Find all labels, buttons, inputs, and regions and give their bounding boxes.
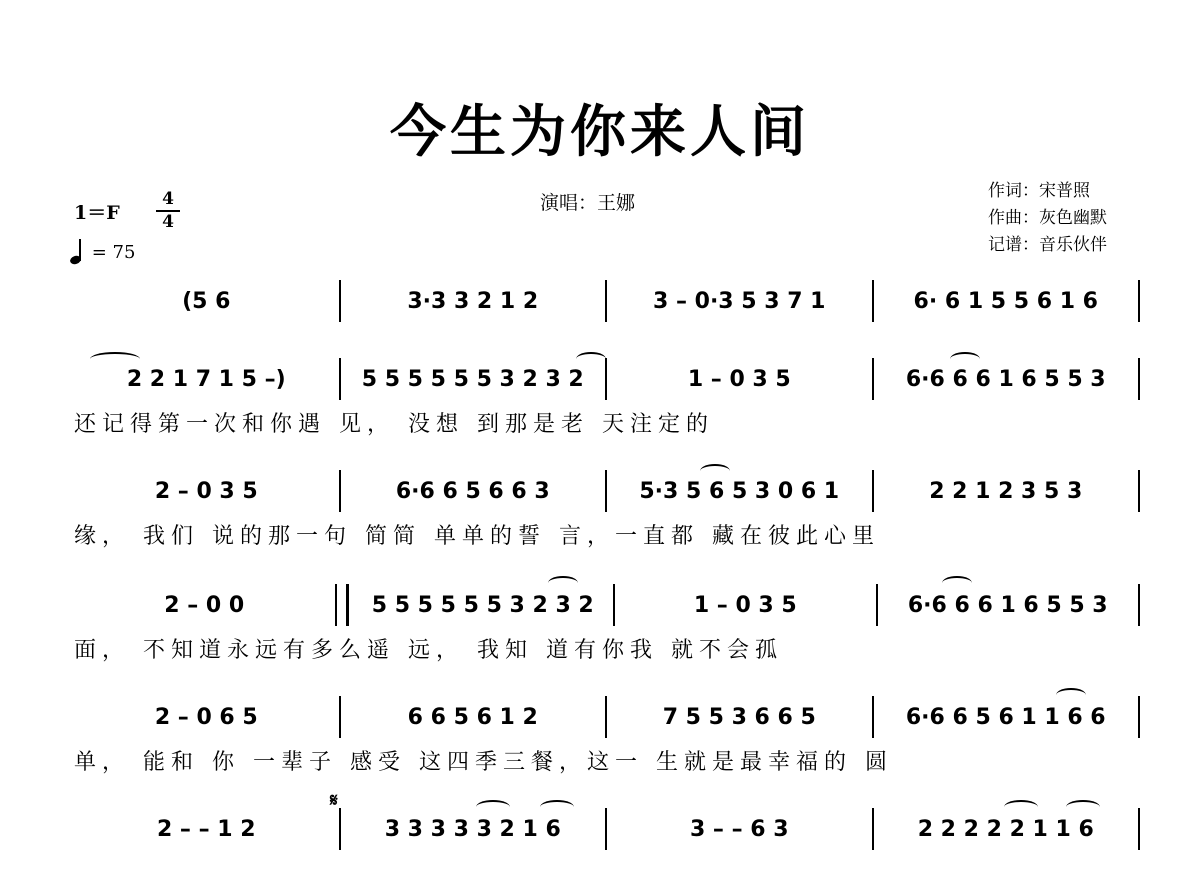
notes-row [74, 694, 1140, 740]
measure: 7 5 5 3 6 6 5 [662, 704, 816, 730]
slur-mark [950, 352, 980, 366]
slur-mark [700, 464, 730, 478]
score-system [74, 356, 1140, 442]
measure: 5 5 5 5 5 5 3 2 3 2 [371, 592, 594, 618]
measure: 3 – 0·3 5 3 7 1 [653, 288, 826, 314]
tempo-value: = 75 [91, 242, 136, 263]
barline [1138, 470, 1140, 512]
slur-mark [1056, 688, 1086, 702]
slur-mark [90, 352, 140, 366]
notes-row [74, 806, 1140, 852]
measure: 6·6 6 6 1 6 5 5 3 [905, 366, 1106, 392]
measure: 2 – – 1 2 [156, 816, 256, 842]
score-system [74, 468, 1140, 554]
measure: 2 – 0 6 5 [154, 704, 258, 730]
slur-mark [942, 576, 972, 590]
lyrics-line: 还记得第一次和你遇 见， 没想 到那是老 天注定的 [74, 411, 714, 437]
lyrics-line: 面， 不知道永远有多么遥 远， 我知 道有你我 就不会孤 [74, 637, 783, 663]
lyrics-line [74, 852, 1140, 892]
measure: 3 3 3 3 3 2 1 6 [384, 816, 561, 842]
score-system [74, 582, 1140, 668]
key-signature: 1＝F [74, 202, 120, 224]
measure: 1 – 0 3 5 [687, 366, 791, 392]
measure: 5 5 5 5 5 5 3 2 3 2 [361, 366, 584, 392]
notes-row [74, 278, 1140, 324]
lyrics-line: 缘， 我们 说的那一句 简简 单单的誓 言，一直都 藏在彼此心里 [74, 523, 880, 549]
barline [1138, 280, 1140, 322]
slur-mark [1066, 800, 1100, 814]
tempo-marking [70, 238, 135, 264]
barline [1138, 358, 1140, 400]
quarter-note-icon [70, 238, 86, 264]
score-system [74, 694, 1140, 780]
slur-mark [1004, 800, 1038, 814]
barline [1138, 584, 1140, 626]
repeat-start-barline [335, 584, 349, 626]
notes-row [74, 468, 1140, 514]
measure: 1 – 0 3 5 [693, 592, 797, 618]
notes-row [74, 356, 1140, 402]
measure: 2 2 2 2 2 1 1 6 [917, 816, 1094, 842]
time-signature [156, 190, 180, 232]
time-signature-top: 4 [162, 189, 174, 209]
measure: 6·6 6 6 1 6 5 5 3 [907, 592, 1108, 618]
barline [1138, 808, 1140, 850]
segno-icon: 𝄋 [330, 790, 338, 811]
singer-credit: 演唱：王娜 [540, 192, 636, 214]
measure: 3 – – 6 3 [689, 816, 789, 842]
time-signature-bottom: 4 [162, 212, 174, 232]
composer-credit: 作曲：灰色幽默 [988, 208, 1107, 228]
lyricist-credit: 作词：宋普照 [988, 181, 1090, 201]
measure: 2 2 1 2 3 5 3 [929, 478, 1083, 504]
measure: 2 – 0 3 5 [154, 478, 258, 504]
measure: 3·3 3 2 1 2 [407, 288, 539, 314]
transcriber-credit: 记谱：音乐伙伴 [988, 235, 1107, 255]
measure: 6·6 6 5 6 6 3 [395, 478, 550, 504]
score-system [74, 278, 1140, 364]
slur-mark [540, 800, 574, 814]
measure: (5 6 [182, 288, 231, 314]
score-system [74, 790, 1140, 892]
measure: 6· 6 1 5 5 6 1 6 [913, 288, 1098, 314]
slur-mark [576, 352, 606, 366]
slur-mark [476, 800, 510, 814]
notes-row [74, 582, 1140, 628]
lyrics-line: 单， 能和 你 一辈子 感受 这四季三餐，这一 生就是最幸福的 圆 [74, 749, 893, 775]
measure: 6·6 6 5 6 1 1 6 6 [905, 704, 1106, 730]
measure: 5·3 5 6 5 3 0 6 1 [639, 478, 840, 504]
measure: 6 6 5 6 1 2 [407, 704, 538, 730]
measure: 2 2 1 7 1 5 –) [126, 366, 286, 392]
credits-block [988, 178, 1107, 259]
measure: 2 – 0 0 [164, 592, 245, 618]
slur-mark [548, 576, 578, 590]
barline [1138, 696, 1140, 738]
song-title: 今生为你来人间 [390, 99, 810, 165]
